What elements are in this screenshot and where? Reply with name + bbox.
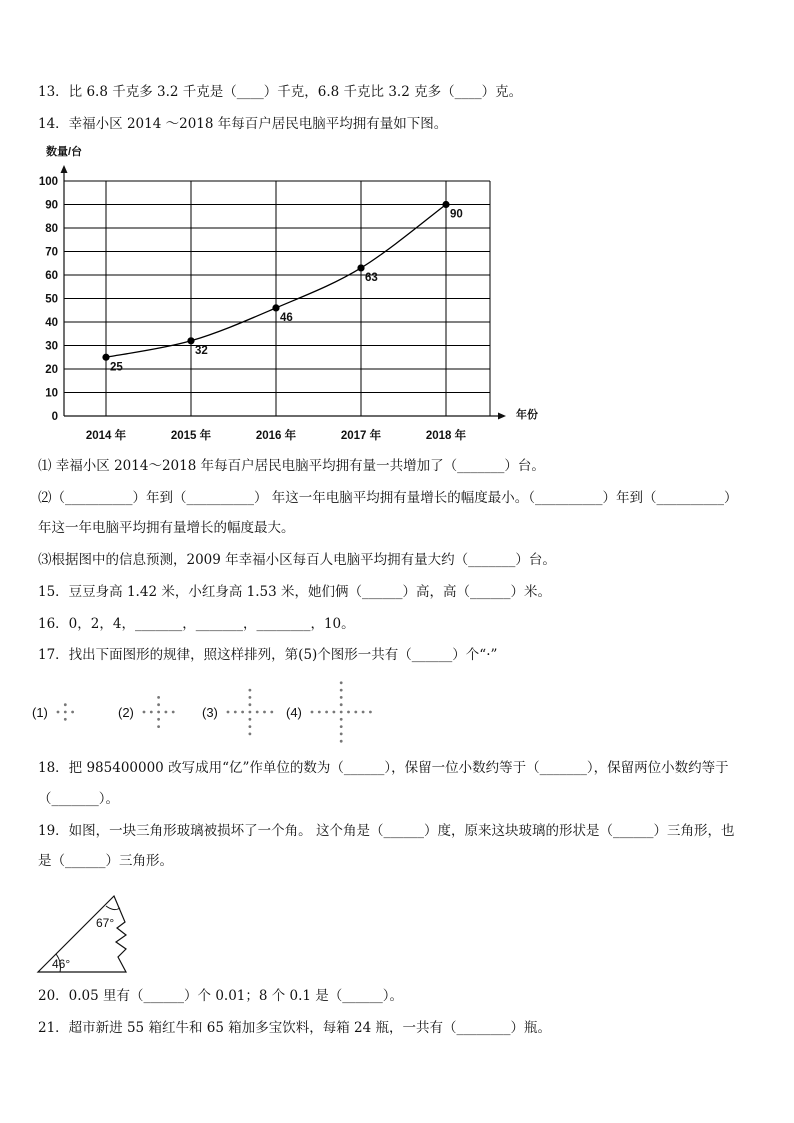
pattern-dot [362,711,365,714]
pattern-dot [311,711,314,714]
data-label: 46 [280,311,293,324]
y-tick-label: 90 [45,199,58,212]
pattern-dot [157,703,160,706]
x-tick-label: 2018 年 [425,430,467,442]
y-tick-label: 50 [45,293,58,306]
pattern-dot [249,696,252,699]
chart-marks [102,201,462,373]
pattern-label: (3) [202,705,218,720]
y-tick-label: 60 [45,270,58,282]
data-label: 90 [450,208,463,221]
question-16: 16．0，2，4，_______，_______，________，10。 [38,616,355,632]
data-label: 32 [195,344,208,357]
pattern-dot [333,711,336,714]
pattern-dot [234,711,237,714]
dot-pattern-svg [30,676,390,746]
pattern-dot [263,711,266,714]
pattern-dot [57,711,60,714]
chart-axes [39,144,538,442]
pattern-dot [325,711,328,714]
pattern-label: (4) [286,705,302,720]
triangle-svg [34,892,144,977]
pattern-dot [347,711,350,714]
angle-67-label: 67° [96,916,115,930]
question-17: 17．找出下面图形的规律，照这样排列，第(5)个图形一共有（______）个“·” [38,647,498,663]
y-tick-label: 80 [45,223,58,235]
pattern-dot [249,718,252,721]
data-point [357,264,364,271]
question-20: 20．0.05 里有（______）个 0.01；8 个 0.1 是（______）。 [38,988,404,1004]
y-tick-label: 70 [45,246,58,259]
x-tick-label: 2015 年 [170,430,212,442]
x-tick-label: 2014 年 [85,430,127,442]
pattern-dot [340,681,343,684]
y-tick-label: 10 [45,387,58,400]
data-label: 63 [365,271,378,284]
y-tick-label: 100 [38,176,58,188]
line-chart [30,140,550,454]
data-point [102,354,109,361]
chart-grid [64,181,490,416]
pattern-dot [157,718,160,721]
pattern-dot [165,711,168,714]
y-axis-title: 数量/台 [46,146,83,158]
data-label: 25 [110,361,123,374]
y-tick-label: 20 [45,364,58,376]
pattern-dot [340,696,343,699]
pattern-label: (2) [118,705,134,720]
pattern-dot [249,725,252,728]
question-14-2b: 年这一年电脑平均拥有量增长的幅度最大。 [38,520,295,536]
data-point [272,304,279,311]
y-tick-label: 30 [45,340,58,353]
x-axis-arrow [498,413,506,420]
pattern-dot [249,703,252,706]
pattern-dot [354,711,357,714]
pattern-dot [340,703,343,706]
pattern-dot [143,711,146,714]
pattern-label: (1) [32,705,48,720]
y-tick-label: 40 [45,317,58,329]
pattern-dot [249,689,252,692]
pattern-dot [340,733,343,736]
question-21: 21．超市新进 55 箱红牛和 65 箱加多宝饮料，每箱 24 瓶，一共有（________）瓶。 [38,1020,551,1036]
x-axis-title: 年份 [516,409,538,421]
pattern-dot [270,711,273,714]
pattern-dot [249,733,252,736]
x-tick-label: 2017 年 [340,430,382,442]
pattern-dot [64,703,67,706]
question-14-3: ⑶根据图中的信息预测，2009 年幸福小区每百人电脑平均拥有量大约（_______）台。 [38,552,556,568]
pattern-dot [340,740,343,743]
data-point [442,201,449,208]
pattern-dot [340,725,343,728]
question-18a: 18．把 985400000 改写成用“亿”作单位的数为（______），保留一位小数约等于（_______），保留两位小数约等于 [38,760,729,776]
pattern-dot [241,711,244,714]
question-15: 15．豆豆身高 1.42 米，小红身高 1.53 米，她们俩（______）高，高（______）米。 [38,584,551,600]
question-19a: 19．如图，一块三角形玻璃被损坏了一个角。 这个角是（______）度，原来这块玻璃的形状是（______）三角形，也 [38,823,735,839]
question-14: 14．幸福小区 2014 ～2018 年每百户居民电脑平均拥有量如下图。 [38,116,448,132]
pattern-dot [340,718,343,721]
angle-46-label: 46° [52,957,71,971]
pattern-dot [157,725,160,728]
pattern-dot [71,711,74,714]
y-tick-label: 0 [51,411,58,423]
question-19b: 是（______）三角形。 [38,853,173,869]
pattern-dot [64,718,67,721]
pattern-dot [157,711,160,714]
pattern-dot [249,711,252,714]
dot-pattern-figure [30,676,390,750]
pattern-dot [157,696,160,699]
question-14-1: ⑴ 幸福小区 2014～2018 年每百户居民电脑平均拥有量一共增加了（_______）台。 [38,458,545,474]
y-axis-arrow [61,165,68,173]
question-13: 13．比 6.8 千克多 3.2 千克是（____）千克，6.8 千克比 3.2 克多（____）克。 [38,84,523,100]
pattern-dot [150,711,153,714]
chart-svg [30,140,550,450]
question-14-2a: ⑵（__________）年到（__________） 年这一年电脑平均拥有量增长的幅度最小。（__________）年到（__________） [38,490,738,506]
pattern-dot [227,711,230,714]
pattern-dot [340,689,343,692]
pattern-dot [369,711,372,714]
x-tick-label: 2016 年 [255,430,297,442]
data-point [187,337,194,344]
pattern-dot [256,711,259,714]
pattern-dot [64,711,67,714]
broken-triangle-figure [34,892,144,981]
question-18b: （_______）。 [38,791,119,807]
pattern-dot [340,711,343,714]
pattern-dot [318,711,321,714]
pattern-dot [172,711,175,714]
